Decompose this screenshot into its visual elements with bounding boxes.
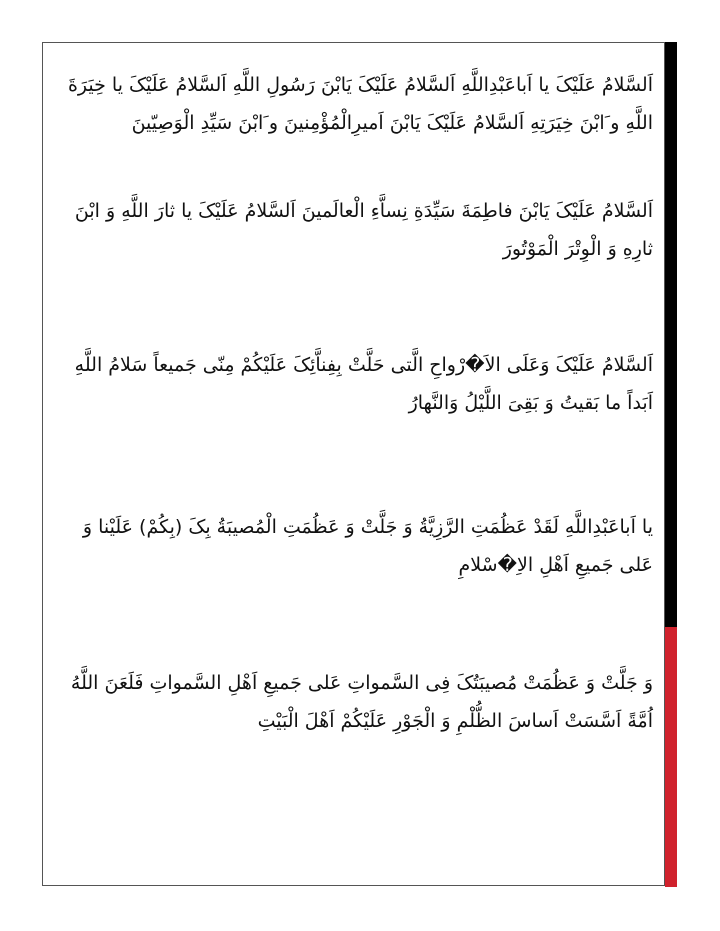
paragraph-1: اَلسَّلامُ عَلَيْکَ يا اَباعَبْدِاللَّهِ اَلسَّلامُ عَلَيْکَ يَابْنَ رَسُولِ اللَّهِ اَلسَّلامُ عَلَيْکَ يا خِيَرَةَ اللَّهِ و َابْنَ خِيَرَتِهِ اَلسَّلامُ عَلَيْکَ يَابْنَ اَميرِالْمُؤْمِنينَ و َابْنَ سَيِّدِ الْوَصِيّينَ (67, 74, 653, 134)
side-bar-black (665, 42, 677, 627)
paragraph-2: اَلسَّلامُ عَلَيْکَ يَابْنَ فاطِمَةَ سَيِّدَةِ نِساَّءِ الْعالَمينَ اَلسَّلامُ عَلَيْکَ يا ثارَ اللَّهِ وَ ابْنَ ثارِهِ وَ الْوِتْرَ الْمَوْتُورَ (74, 200, 653, 260)
paragraph-3: اَلسَّلامُ عَلَيْکَ وَعَلَى الاَ�رْواحِ الَّتى حَلَّتْ بِفِناَّئِکَ عَلَيْکُمْ مِنّى جَميعاً سَلامُ اللَّهِ اَبَداً ما بَقيتُ وَ بَقِىَ اللَّيْلُ وَالنَّهارُ (74, 354, 653, 414)
paragraph-5: وَ جَلَّتْ وَ عَظُمَتْ مُصيبَتُکَ فِى السَّمواتِ عَلى جَميعِ اَهْلِ السَّمواتِ فَلَعَنَ اللَّهُ اُمَّةً اَسَّسَتْ اَساسَ الظُّلْمِ وَ الْجَوْرِ عَلَيْکُمْ اَهْلَ الْبَيْتِ (70, 672, 653, 732)
document-body (60, 66, 653, 740)
paragraph-4: يا اَباعَبْدِاللَّهِ لَقَدْ عَظُمَتِ الرَّزِيَّةُ وَ جَلَّتْ وَ عَظُمَتِ الْمُصيبَةُ بِکَ (بِکُمْ) عَلَيْنا وَ عَلى جَميعِ اَهْلِ الاِ�سْلامِ (82, 516, 653, 576)
side-bar-red (665, 627, 677, 887)
